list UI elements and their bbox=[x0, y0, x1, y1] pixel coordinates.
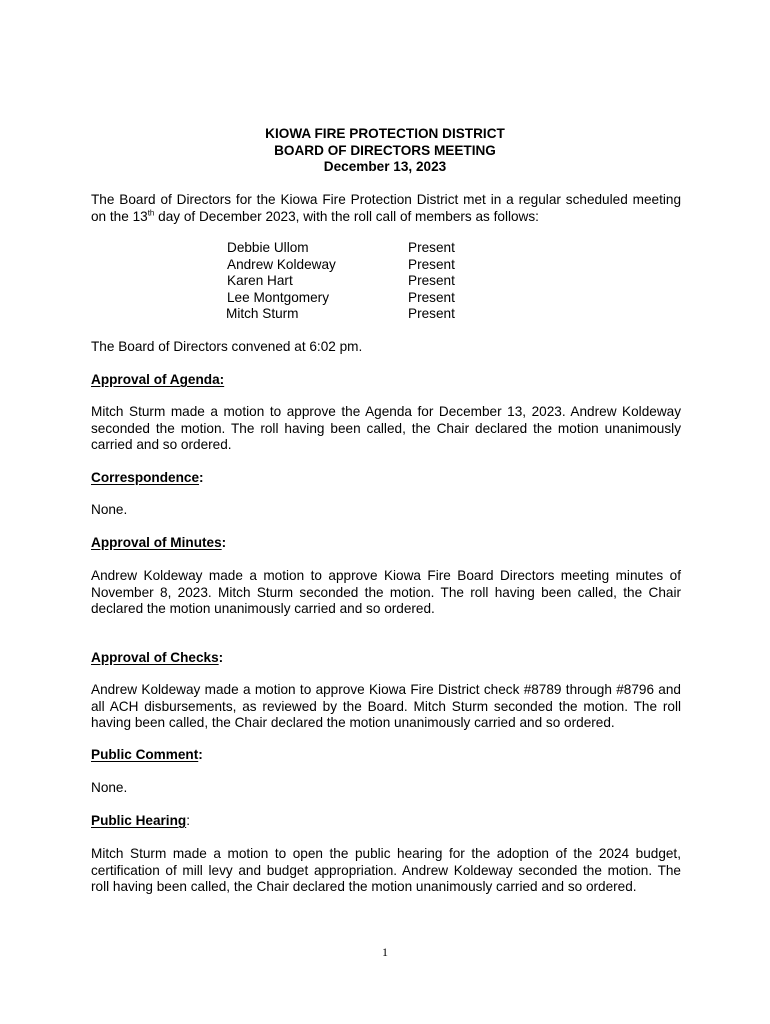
correspondence-body: None. bbox=[91, 502, 128, 517]
intro-text-cont: day of December 2023, with the roll call of members as follows: bbox=[154, 208, 539, 224]
roll-call-row bbox=[227, 290, 487, 307]
checks-line: having been called, the Chair declared the motion unanimously carried and so ordered. bbox=[91, 715, 615, 730]
intro-text: on the 13 bbox=[91, 208, 148, 224]
public-hearing-line: roll having been called, the Chair declared the motion unanimously carried and so ordered. bbox=[91, 879, 637, 894]
checks-heading: Approval of Checks: bbox=[91, 650, 224, 665]
checks-line: all ACH disbursements, as reviewed by the Board. Mitch Sturm seconded the motion. The roll bbox=[91, 698, 681, 714]
document-header bbox=[0, 126, 770, 176]
intro-paragraph bbox=[91, 192, 681, 225]
roll-call-row bbox=[227, 306, 487, 323]
intro-line-1: The Board of Directors for the Kiowa Fire Protection District met in a regular scheduled meeting bbox=[91, 192, 681, 207]
agenda-heading: Approval of Agenda: bbox=[91, 372, 225, 387]
member-status: Present bbox=[408, 240, 455, 255]
minutes-line: November 8, 2023. Mitch Sturm seconded the motion. The roll having been called, the Chair bbox=[91, 584, 681, 600]
member-name: Debbie Ullom bbox=[227, 240, 309, 255]
member-name: Karen Hart bbox=[227, 273, 293, 288]
ordinal-suffix: th bbox=[147, 207, 155, 217]
public-hearing-paragraph bbox=[91, 846, 681, 896]
agenda-line: Mitch Sturm made a motion to approve the Agenda for December 13, 2023. Andrew Koldeway bbox=[91, 404, 681, 419]
roll-call-row bbox=[227, 273, 487, 290]
member-status: Present bbox=[408, 256, 455, 272]
public-comment-body: None. bbox=[91, 780, 128, 795]
minutes-line: Andrew Koldeway made a motion to approve Kiowa Fire Board Directors meeting minutes of bbox=[91, 568, 681, 583]
public-hearing-heading: Public Hearing: bbox=[91, 813, 190, 828]
member-status: Present bbox=[408, 273, 455, 288]
roll-call-row bbox=[227, 240, 487, 257]
public-hearing-line: Mitch Sturm made a motion to open the public hearing for the adoption of the 2024 budget, bbox=[91, 846, 681, 861]
minutes-line: declared the motion unanimously carried and so ordered. bbox=[91, 601, 435, 616]
meeting-title: BOARD OF DIRECTORS MEETING bbox=[274, 142, 496, 158]
member-name: Andrew Koldeway bbox=[227, 256, 336, 272]
convened-statement: The Board of Directors convened at 6:02 pm. bbox=[91, 339, 363, 354]
district-name: KIOWA FIRE PROTECTION DISTRICT bbox=[265, 126, 505, 141]
public-comment-heading: Public Comment: bbox=[91, 747, 203, 762]
minutes-heading: Approval of Minutes: bbox=[91, 535, 227, 550]
public-hearing-line: certification of mill levy and budget appropriation. Andrew Koldeway seconded the motion. The bbox=[91, 862, 681, 878]
agenda-line: carried and so ordered. bbox=[91, 437, 232, 452]
roll-call-list bbox=[227, 240, 487, 323]
agenda-paragraph bbox=[91, 404, 681, 454]
intro-line-2 bbox=[91, 209, 681, 226]
member-name: Lee Montgomery bbox=[227, 289, 330, 305]
member-name: Mitch Sturm bbox=[226, 306, 299, 321]
agenda-line: seconded the motion. The roll having been called, the Chair declared the motion unanimously bbox=[91, 420, 681, 436]
page-number: 1 bbox=[382, 945, 388, 959]
correspondence-heading: Correspondence: bbox=[91, 470, 204, 485]
roll-call-row bbox=[227, 257, 487, 274]
member-status: Present bbox=[408, 306, 455, 321]
meeting-date: December 13, 2023 bbox=[323, 159, 447, 174]
checks-paragraph bbox=[91, 682, 681, 732]
minutes-paragraph bbox=[91, 568, 681, 618]
checks-line: Andrew Koldeway made a motion to approve Kiowa Fire District check #8789 through #8796 and bbox=[91, 682, 681, 697]
member-status: Present bbox=[408, 289, 455, 305]
